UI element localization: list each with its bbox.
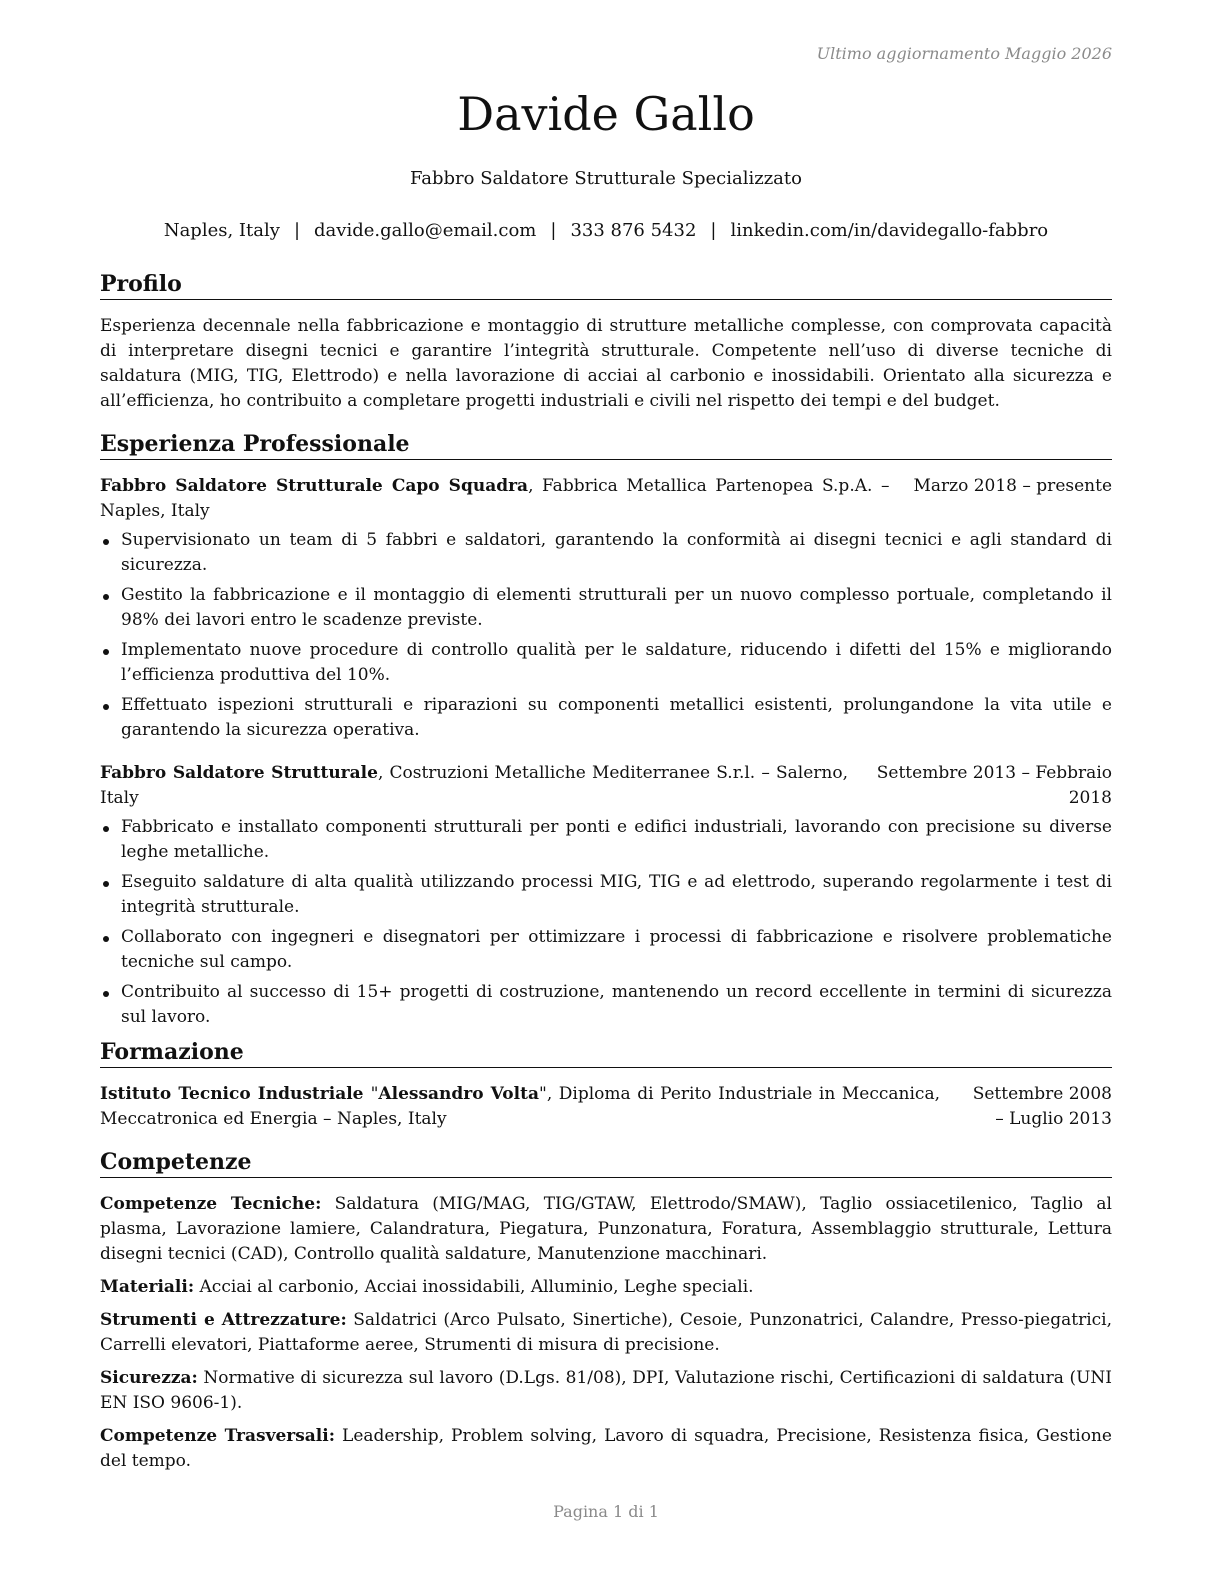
list-item xyxy=(100,693,1112,743)
education-school-degree xyxy=(100,1082,940,1132)
bullet-text: Collaborato con ingegneri e disegnatori per ottimizzare i processi di fabbricazione e risolvere problematiche tecniche sul campo. xyxy=(121,927,1112,972)
skill-label: Competenze Tecniche: xyxy=(100,1194,322,1214)
bullet-icon xyxy=(103,881,109,887)
section-title-education: Formazione xyxy=(100,1038,1112,1068)
bullet-text: Fabbricato e installato componenti strutturali per ponti e edifici industriali, lavorando con precisione su diverse leghe metalliche. xyxy=(121,817,1112,862)
section-title-skills: Competenze xyxy=(100,1148,1112,1178)
job-bullets xyxy=(100,815,1112,1030)
job-role-company xyxy=(100,761,848,811)
bullet-icon xyxy=(103,936,109,942)
job-title: Fabbro Saldatore Strutturale Specializzato xyxy=(410,168,802,189)
job-role: Fabbro Saldatore Strutturale xyxy=(100,763,378,783)
job-dates: Settembre 2013 – Febbraio 2018 xyxy=(876,763,1112,808)
skill-item xyxy=(100,1424,1112,1474)
school-name: Alessandro Volta xyxy=(378,1084,539,1104)
bullet-text: Effettuato ispezioni strutturali e riparazioni su componenti metallici esistenti, prolungandone la vita utile e garantendo la sicurezza operativa. xyxy=(121,695,1112,740)
skill-item xyxy=(100,1192,1112,1267)
contact-linkedin[interactable]: linkedin.com/in/davidegallo-fabbro xyxy=(730,220,1049,241)
skill-text: Acciai al carbonio, Acciai inossidabili, Alluminio, Leghe speciali. xyxy=(194,1277,754,1297)
bullet-text: Eseguito saldature di alta qualità utilizzando processi MIG, TIG e ad elettrodo, superando regolarmente i test di integrità strutturale. xyxy=(121,872,1112,917)
bullet-icon xyxy=(103,704,109,710)
contact-line xyxy=(100,219,1112,243)
section-title-experience: Esperienza Professionale xyxy=(100,430,1112,460)
job-dates: Marzo 2018 – presente xyxy=(913,476,1112,496)
bullet-icon xyxy=(103,991,109,997)
last-updated: Ultimo aggiornamento Maggio 2026 xyxy=(816,44,1112,63)
quote-mark: " xyxy=(538,1084,547,1104)
bullet-text: Implementato nuove procedure di controllo qualità per le saldature, riducendo i difetti del 15% e migliorando l’efficienza produttiva del 10%. xyxy=(121,640,1112,685)
list-item xyxy=(100,583,1112,633)
list-item xyxy=(100,815,1112,865)
education-dates: Settembre 2008 – Luglio 2013 xyxy=(972,1084,1112,1129)
degree: , Diploma di Perito Industriale in Meccanica, Meccatronica ed Energia – Naples, Italy xyxy=(100,1084,940,1129)
list-item xyxy=(100,638,1112,688)
job-entry xyxy=(100,474,1112,743)
job-company: , Fabbrica Metallica Partenopea S.p.A. – Naples, Italy xyxy=(100,476,890,521)
skill-item xyxy=(100,1275,1112,1300)
profile-text: Esperienza decennale nella fabbricazione e montaggio di strutture metalliche complesse, con comprovata capacità di interpretare disegni tecnici e garantire l’integrità strutturale. Competente nell’uso di diverse tecniche di saldatura (MIG, TIG, Elettrodo) e nella lavorazione di acciai al carbonio e inossidabili. Orientato alla sicurezza e all’efficienza, ho contribuito a completare progetti industriali e civili nel rispetto dei tempi e del budget. xyxy=(100,316,1112,411)
contact-location: Naples, Italy xyxy=(163,220,280,241)
skill-label: Sicurezza: xyxy=(100,1368,198,1388)
job-role-company xyxy=(100,474,889,524)
list-item xyxy=(100,980,1112,1030)
skill-text: Saldatura (MIG/MAG, TIG/GTAW, Elettrodo/SMAW), Taglio ossiacetilenico, Taglio al plasma, Lavorazione lamiere, Calandratura, Piegatura, Punzonatura, Foratura, Assemblaggio strutturale, Lettura disegni tecnici (CAD), Controllo qualità saldature, Manutenzione macchinari. xyxy=(100,1194,1112,1264)
contact-separator: | xyxy=(710,220,717,241)
bullet-text: Supervisionato un team di 5 fabbri e saldatori, garantendo la conformità ai disegni tecnici e agli standard di sicurezza. xyxy=(121,530,1112,575)
page-number: Pagina 1 di 1 xyxy=(553,1502,659,1521)
quote-mark: " xyxy=(370,1084,379,1104)
skill-item xyxy=(100,1366,1112,1416)
bullet-text: Contribuito al successo di 15+ progetti di costruzione, mantenendo un record eccellente in termini di sicurezza sul lavoro. xyxy=(121,982,1112,1027)
resume-content xyxy=(100,270,1112,1482)
job-header xyxy=(100,761,1112,811)
skill-text: Leadership, Problem solving, Lavoro di squadra, Precisione, Resistenza fisica, Gestione del tempo. xyxy=(100,1426,1112,1471)
contact-phone[interactable]: 333 876 5432 xyxy=(570,220,697,241)
skill-label: Materiali: xyxy=(100,1277,195,1297)
list-item xyxy=(100,528,1112,578)
job-header xyxy=(100,474,1112,524)
job-company: , Costruzioni Metalliche Mediterranee S.r.l. – Salerno, Italy xyxy=(100,763,848,808)
skill-text: Saldatrici (Arco Pulsato, Sinertiche), Cesoie, Punzonatrici, Calandre, Presso-piegatrici, Carrelli elevatori, Piattaforme aeree, Strumenti di misura di precisione. xyxy=(100,1310,1112,1355)
skill-item xyxy=(100,1308,1112,1358)
contact-separator: | xyxy=(550,220,557,241)
contact-email[interactable]: davide.gallo@email.com xyxy=(314,220,537,241)
education-entry xyxy=(100,1082,1112,1132)
job-role: Fabbro Saldatore Strutturale Capo Squadra xyxy=(100,476,529,496)
job-bullets xyxy=(100,528,1112,743)
skill-text: Normative di sicurezza sul lavoro (D.Lgs. 81/08), DPI, Valutazione rischi, Certificazioni di saldatura (UNI EN ISO 9606-1). xyxy=(100,1368,1112,1413)
list-item xyxy=(100,925,1112,975)
section-title-profile: Profilo xyxy=(100,270,1112,300)
school-label: Istituto Tecnico Industriale xyxy=(100,1084,371,1104)
bullet-icon xyxy=(103,826,109,832)
bullet-icon xyxy=(103,649,109,655)
bullet-text: Gestito la fabbricazione e il montaggio di elementi strutturali per un nuovo complesso portuale, completando il 98% dei lavori entro le scadenze previste. xyxy=(121,585,1112,630)
skill-label: Competenze Trasversali: xyxy=(100,1426,335,1446)
contact-separator: | xyxy=(293,220,301,241)
candidate-name: Davide Gallo xyxy=(457,87,755,141)
bullet-icon xyxy=(103,594,109,600)
skill-label: Strumenti e Attrezzature: xyxy=(100,1310,347,1330)
bullet-icon xyxy=(103,539,109,545)
list-item xyxy=(100,870,1112,920)
job-entry xyxy=(100,761,1112,1030)
